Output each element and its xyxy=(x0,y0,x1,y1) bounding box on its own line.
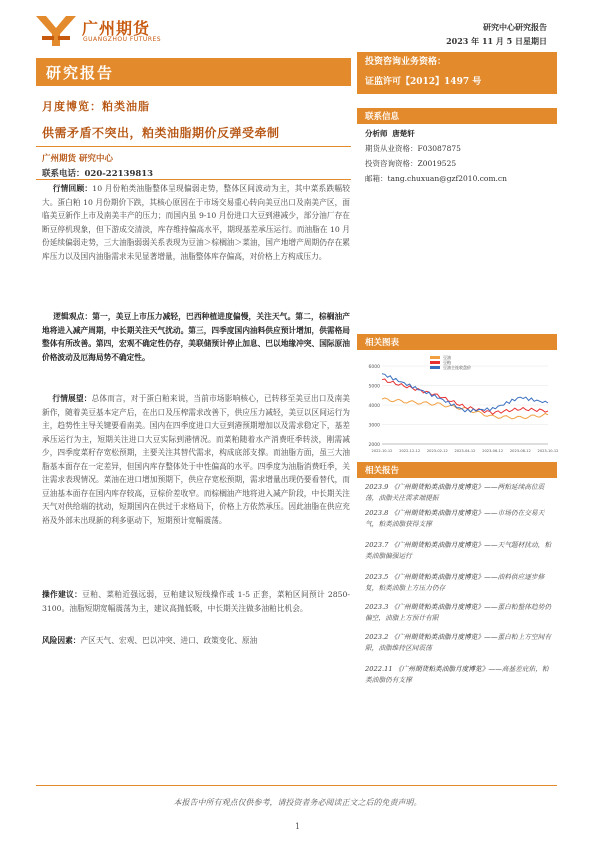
header-meta xyxy=(446,20,547,48)
divider xyxy=(36,179,351,180)
page-header xyxy=(0,0,595,58)
disclaimer: 本报告中所有观点仅供参考，请投资者务必阅读正文之后的免责声明。 xyxy=(173,798,422,807)
report-title: 《广州期货粕类油脂月度博览》 xyxy=(390,573,485,581)
contact-section-header xyxy=(357,108,557,124)
report-date: 2023.5 xyxy=(365,573,391,581)
email xyxy=(365,173,507,184)
analyst-name: 唐楚轩 xyxy=(392,129,415,138)
report-item[interactable] xyxy=(365,572,555,594)
divider xyxy=(36,146,351,147)
license-1-value: F03087875 xyxy=(417,144,461,153)
legend-swatch xyxy=(430,356,440,359)
report-title: 《广州期货粕类油脂月度博览》 xyxy=(390,633,485,641)
title-bar-text: 研究报告 xyxy=(46,64,115,82)
legend-label: 豆粕 xyxy=(443,360,451,365)
report-date: 2022.11 xyxy=(365,665,395,673)
logic-paragraph xyxy=(42,310,350,364)
report-item[interactable] xyxy=(365,602,555,624)
report-tail: ——天气题材扰动，粕类油脂偏强运行 xyxy=(365,541,552,560)
report-tail: ——油料供应逐步修复，粕类油脂上方压力仍存 xyxy=(365,573,545,592)
review-label: 行情回顾： xyxy=(52,184,93,193)
report-type: 研究中心研究报告 xyxy=(483,22,547,32)
company-logo xyxy=(36,14,196,50)
y-tick-label: 4000 xyxy=(368,404,380,409)
brand-name-en: GUANGZHOU FUTURES xyxy=(83,36,162,43)
headline: 供需矛盾不突出，粕类油脂期价反弹受牵制 xyxy=(42,126,280,140)
phone-label: 联系电话： xyxy=(42,169,85,179)
legend-swatch xyxy=(430,361,440,364)
risk-text: 产区天气、宏观、巴以冲突、进口、政策变化、原油 xyxy=(80,636,258,645)
outlook-paragraph xyxy=(42,392,350,527)
report-date: 2023.3 xyxy=(365,603,391,611)
logic-label: 逻辑观点： xyxy=(53,312,93,321)
x-tick-label: 2023-04-12 xyxy=(454,449,476,453)
report-item[interactable] xyxy=(365,664,555,686)
contact-section-title: 联系信息 xyxy=(365,112,400,122)
page-number: 1 xyxy=(294,822,301,831)
series-line-0 xyxy=(382,398,548,419)
report-title: 《广州期货粕类油脂月度博览》 xyxy=(390,483,485,491)
report-date: 2023.8 xyxy=(365,509,391,517)
report-item[interactable] xyxy=(365,482,555,504)
report-title: 《广州期货粕类油脂月度博览》 xyxy=(394,665,489,673)
contact-phone xyxy=(42,167,153,179)
report-item[interactable] xyxy=(365,540,555,562)
email-link[interactable]: tang.chuxuan@gzf2010.com.cn xyxy=(387,174,507,183)
report-date: 2023.9 xyxy=(365,483,391,491)
outlook-label: 行情展望： xyxy=(52,394,92,403)
legend-label: 豆油主连收盘价 xyxy=(443,365,471,370)
report-tail: ——蛋白粕上方空间有限，油脂维持区间震荡 xyxy=(365,633,552,652)
report-item[interactable] xyxy=(365,632,555,654)
footer-divider xyxy=(36,785,557,786)
report-title: 《广州期货粕类油脂月度博览》 xyxy=(390,603,485,611)
strategy-paragraph xyxy=(42,588,350,615)
legend-label: 豆油 xyxy=(443,355,451,360)
review-text: 10 月份粕类油脂整体呈现偏弱走势，整体区间波动为主，其中菜系跌幅较大。蛋白粕 10 月份期价下跌，其核心原因在于市场交易重心转向美豆出口及南美产区，面临美豆新作上市及南美丰产的压力；而国内虽 9-10 月份进口大豆到港减少，部分油厂存在断豆停机现象，但下游成交清淡，库存维持偏高水平，期现基差承压运行。而油脂在 10 月份延续偏弱走势，三大油脂弱弱关系表现为豆油＞棕榈油＞菜油，国产地增产周期仍存在累库压力以及国内油脂需求未见显著增量，油脂整体库存偏高，对价格上方构成压力。 xyxy=(42,184,350,261)
risk-label: 风险因素： xyxy=(42,636,81,645)
x-tick-label: 2023-10-12 xyxy=(537,449,559,453)
logo-mark-icon xyxy=(36,16,76,46)
x-tick-label: 2023-08-12 xyxy=(509,449,531,453)
license-2-value: Z0019525 xyxy=(417,159,457,168)
chart-svg xyxy=(360,352,559,460)
title-bar xyxy=(36,58,351,86)
analyst xyxy=(365,128,415,139)
series-line-2 xyxy=(382,374,548,412)
report-tail: ——两粕延续高位震荡，油脂关注需求端提振 xyxy=(365,483,545,502)
cert-line-1: 投资咨询业务资格： xyxy=(365,57,447,67)
chart-section-header xyxy=(357,334,557,350)
report-title: 《广州期货粕类油脂月度博览》 xyxy=(390,509,485,517)
license-1-label: 期货从业资格： xyxy=(365,144,418,153)
report-date: 2023.2 xyxy=(365,633,391,641)
analyst-label: 分析师 xyxy=(365,129,388,138)
x-tick-label: 2022-10-12 xyxy=(371,449,393,453)
series-line-1 xyxy=(382,379,548,414)
x-tick-label: 2023-06-12 xyxy=(482,449,504,453)
report-tail: ——高基差庇佑，粕类油脂仍有支撑 xyxy=(365,665,549,684)
license-2 xyxy=(365,158,456,169)
review-paragraph xyxy=(42,182,350,263)
chart-section-title: 相关图表 xyxy=(365,338,400,348)
report-tail: ——蛋白粕整体趋势仍偏空，油脂上方预计有限 xyxy=(365,603,552,622)
phone-number: 020-22139813 xyxy=(84,169,154,179)
reports-section-header xyxy=(357,462,557,478)
report-date: 2023.7 xyxy=(365,541,391,549)
cert-line-2: 证监许可【2012】1497 号 xyxy=(365,77,482,87)
report-item[interactable] xyxy=(365,508,555,530)
license-2-label: 投资咨询资格： xyxy=(365,159,418,168)
x-tick-label: 2022-12-12 xyxy=(399,449,421,453)
license-1 xyxy=(365,143,461,154)
email-label: 邮箱： xyxy=(365,174,388,183)
y-tick-label: 6000 xyxy=(368,365,380,370)
report-title: 《广州期货粕类油脂月度博览》 xyxy=(390,541,485,549)
subtitle: 月度博览：粕类油脂 xyxy=(42,100,150,113)
price-chart xyxy=(360,352,559,460)
strategy-text: 豆粕、菜粕近强远弱，豆粕建议短线操作或 1-5 正套，菜粕区间预计 2850-3100。油脂短期宽幅震荡为主，建议高抛低吸，中长期关注做多油粕比机会。 xyxy=(42,590,350,613)
logic-text: 第一，美豆上市压力减轻，巴西种植进度偏慢，关注天气。第二，棕榈油产地将进入减产周期，中长期关注天气扰动。第三，四季度国内油料供应预计增加，供需格局整体有所改善。第四，宏观不确定性仍存，美联储预计停止加息、巴以地缘冲突、国际原油价格波动及厄海局势不确定性。 xyxy=(42,312,350,362)
report-tail: ——市场仍在交易天气，粕类油脂获得支撑 xyxy=(365,509,545,528)
strategy-label: 操作建议： xyxy=(42,590,83,599)
x-tick-label: 2023-02-12 xyxy=(426,449,448,453)
org-name: 广州期货 研究中心 xyxy=(42,154,113,164)
legend-swatch xyxy=(430,366,440,369)
report-date: 2023 年 11 月 5 日星期日 xyxy=(446,36,547,46)
y-tick-label: 2000 xyxy=(368,443,380,448)
outlook-text: 总体而言，对于蛋白粕来说，当前市场影响核心，已转移至美豆出口及南美新作，随着美豆基本定产后，在出口及压榨需求改善下，供应压力减轻，美豆以区间运行为主，趋势性主导关键要看南美。国内在四季度进口大豆到港预期增加以及需求稳定下，基差承压运行为主，短期关注进口大豆实际到港情况。而菜粕随着水产消费旺季转淡，刚需减少，四季度菜籽存宽松预期，主要关注其替代需求，构成底部支撑。而油脂方面，虽三大油脂基本面存在一定差异，但国内库存整体处于中性偏高的水平。四季度为油脂消费旺季，关注需求表现情况。菜油在进口增加预期下，供应存宽松预期，需求增量出现仍要看替代，而豆油基本面存在国内库存较高，豆棕价差收窄。而棕榈油产地将进入减产阶段，中长期关注天气对供给端的扰动，短期国内在供过于求格局下，价格上方依然承压。因此油脂在供应充裕及外部未出现新的利多驱动下，短期预计宽幅震荡。 xyxy=(42,394,350,525)
y-tick-label: 5000 xyxy=(368,384,380,390)
y-tick-label: 3000 xyxy=(368,423,380,429)
risk-paragraph xyxy=(42,634,350,648)
brand-name: 广州期货 xyxy=(82,19,151,38)
reports-section-title: 相关报告 xyxy=(365,466,400,476)
